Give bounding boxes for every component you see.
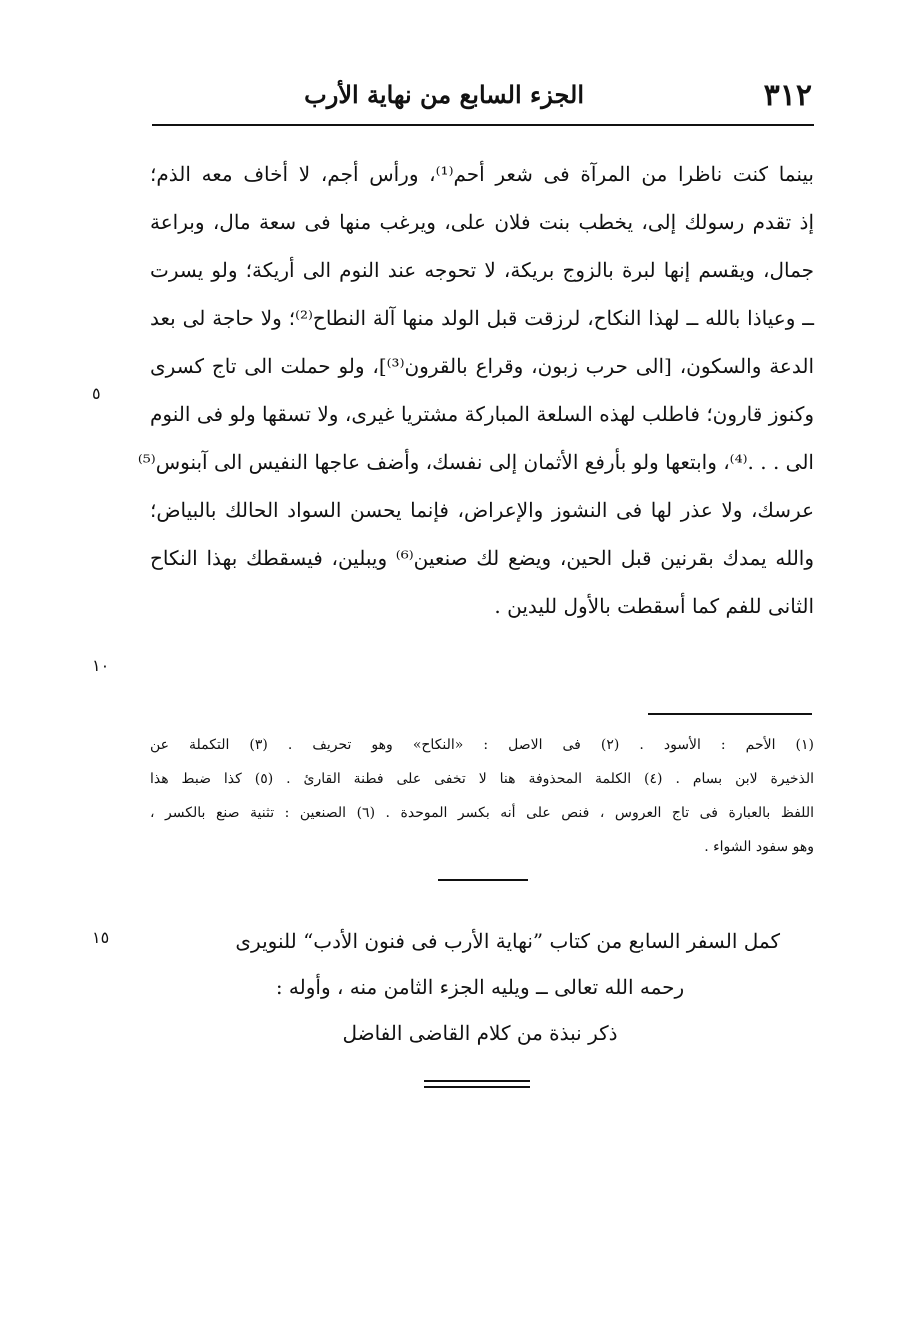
text-line: الى . . .⁽⁴⁾، وابتعها ولو بأرفع الأثمان إلى نفسك، وأضف عاجها النفيس الى آبنوس⁽⁵⁾ [137,450,814,474]
colophon-line: كمل السفر السابع من كتاب ”نهاية الأرب فى فنون الأدب“ للنويرى [235,929,780,953]
margin-line-number: ١٠ [92,656,110,675]
text-line: عرسك، ولا عذر لها فى النشوز والإعراض، فإنما يحسن السواد الحالك بالبياض؛ [150,498,814,522]
margin-line-number: ١٥ [92,928,110,947]
text-line: الدعة والسكون، [الى حرب زبون، وقراع بالقرون⁽³⁾]، ولو حملت الى تاج كسرى [150,354,815,378]
footnotes [150,728,814,864]
colophon [180,918,780,1056]
footnote-line: الذخيرة لابن بسام . (٤) الكلمة المحذوفة هنا لا تخفى على فطنة القارئ . (٥) كذا ضبط هذا [150,771,815,787]
footnote-line: اللفظ بالعبارة فى تاج العروس ، فنص على أنه بكسر الموحدة . (٦) الصنعين : تثنية صنع بالكسر ، [150,805,814,821]
page-number: ٣١٢ [763,78,812,113]
colophon-line: رحمه الله تعالى ــ ويليه الجزء الثامن منه ، وأوله : [275,975,685,999]
closing-rule [424,1086,530,1088]
header-rule [152,124,814,126]
text-line: جمال، ويقسم إنها لبرة بالزوج بريكة، لا تحوجه عند النوم الى أريكة؛ ولو يسرت [150,258,814,282]
text-line: والله يمدك بقرنين قبل الحين، ويضع لك صنعين⁽⁶⁾ ويبلين، فيسقطك بهذا النكاح [150,546,815,570]
text-line: وكنوز قارون؛ فاطلب لهذه السلعة المباركة مشتريا غيرى، ولا تسقها ولو فى النوم [150,402,814,426]
running-title: الجزء السابع من نهاية الأرب [304,80,584,109]
text-line: الثانى للفم كما أسقطت بالأول لليدين . [494,594,814,618]
text-line: إذ تقدم رسولك إلى، يخطب بنت فلان على، ويرغب منها فى سعة مال، وبراعة [150,210,814,234]
margin-line-number: ٥ [92,384,101,403]
main-text [137,150,815,630]
footnote-line: وهو سفود الشواء . [704,839,814,855]
footnote-separator [648,713,812,715]
text-line: بينما كنت ناظرا من المرآة فى شعر أحم⁽¹⁾، ورأس أجم، لا أخاف معه الذم؛ [150,162,814,186]
section-end-rule [438,879,528,881]
closing-rule [424,1080,530,1082]
footnote-line: (١) الأحم : الأسود . (٢) فى الاصل : «النكاح» وهو تحريف . (٣) التكملة عن [150,737,815,753]
text-line: ــ وعياذا بالله ــ لهذا النكاح، لرزقت قبل الولد منها آلة النطاح⁽²⁾؛ ولا حاجة لى بعد [150,306,814,330]
page-header [152,74,812,118]
colophon-line: ذكر نبذة من كلام القاضى الفاضل [342,1021,618,1045]
